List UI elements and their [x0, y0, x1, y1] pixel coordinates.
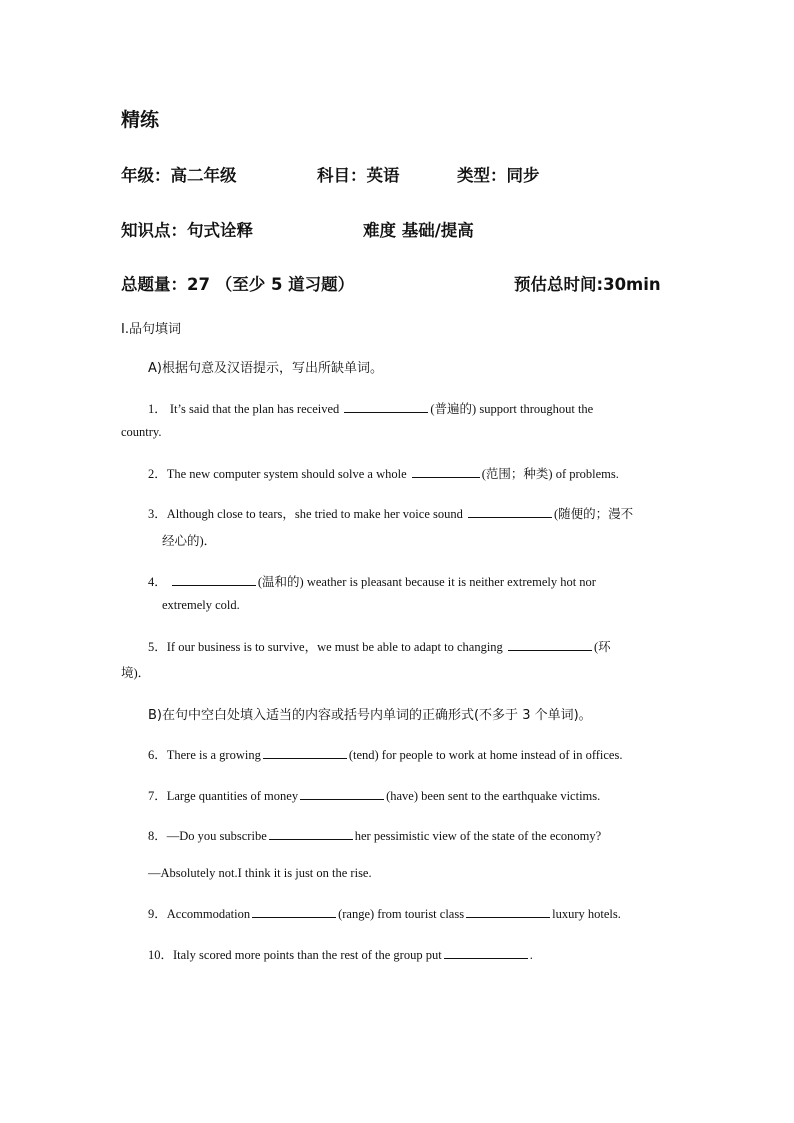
question-3-text-2: (随便的；漫不 — [553, 507, 634, 521]
question-8-text-2: her pessimistic view of the state of the economy? — [354, 829, 602, 843]
type-label: 类型：同步 — [457, 166, 540, 185]
question-5-text: 5．If our business is to survive，we must be able to adapt to changing — [148, 640, 503, 654]
question-9 — [148, 904, 621, 922]
question-4 — [148, 572, 596, 590]
question-3 — [148, 504, 633, 522]
answer-blank — [344, 401, 428, 413]
question-8 — [148, 826, 601, 844]
part-b-instruction: B)在句中空白处填入适当的内容或括号内单词的正确形式(不多于 3 个单词)。 — [148, 708, 592, 723]
question-1-cont: country. — [121, 425, 162, 439]
question-4-number: 4． — [148, 575, 167, 589]
question-9-text: 9．Accommodation — [148, 907, 251, 921]
question-9-text-2: (range) from tourist class — [338, 907, 465, 921]
answer-blank — [466, 906, 550, 918]
question-1-text-2: (普遍的) support throughout the — [430, 402, 594, 416]
question-3-cont: 经心的)． — [162, 534, 217, 548]
question-7-text-2: (have) been sent to the earthquake victims. — [386, 789, 601, 803]
question-10-text: 10．Italy scored more points than the rest of the group put — [148, 948, 442, 962]
question-8-reply: —Absolutely not.I think it is just on the rise. — [148, 866, 372, 880]
answer-blank — [172, 574, 256, 586]
question-7-text: 7．Large quantities of money — [148, 789, 299, 803]
page-title: 精练 — [121, 109, 160, 131]
total-label: 总题量：27 （至少 5 道习题） — [121, 275, 355, 294]
answer-blank — [252, 906, 336, 918]
answer-blank — [269, 828, 353, 840]
question-1-text: 1． It’s said that the plan has received — [148, 402, 340, 416]
time-label: 预估总时间:30min — [514, 275, 661, 294]
question-9-text-3: luxury hotels. — [552, 907, 621, 921]
answer-blank — [444, 947, 528, 959]
question-4-cont: extremely cold. — [162, 598, 240, 612]
question-2 — [148, 464, 619, 482]
question-3-text: 3．Although close to tears，she tried to make her voice sound — [148, 507, 463, 521]
question-5-text-2: (环 — [593, 640, 611, 654]
question-2-text: 2．The new computer system should solve a whole — [148, 467, 407, 481]
answer-blank — [508, 639, 592, 651]
answer-blank — [412, 466, 480, 478]
question-6 — [148, 745, 622, 763]
knowledge-label: 知识点：句式诠释 — [121, 221, 253, 240]
question-6-text: 6．There is a growing — [148, 748, 261, 762]
question-4-text: (温和的) weather is pleasant because it is neither extremely hot nor — [257, 575, 596, 589]
section-heading: Ⅰ.品句填词 — [121, 322, 181, 337]
question-7 — [148, 786, 600, 804]
question-10-text-2: . — [529, 948, 533, 962]
question-10 — [148, 945, 533, 963]
question-2-text-2: (范围；种类) of problems. — [481, 467, 619, 481]
question-1 — [148, 399, 593, 417]
question-5-cont: 境)． — [121, 666, 151, 680]
question-6-text-2: (tend) for people to work at home instead of in offices. — [348, 748, 623, 762]
difficulty-label: 难度 基础/提高 — [363, 221, 474, 240]
subject-label: 科目：英语 — [317, 166, 400, 185]
answer-blank — [468, 506, 552, 518]
answer-blank — [263, 747, 347, 759]
answer-blank — [300, 788, 384, 800]
question-5 — [148, 637, 611, 655]
grade-label: 年级：高二年级 — [121, 166, 237, 185]
part-a-instruction: A)根据句意及汉语提示，写出所缺单词。 — [148, 361, 383, 376]
question-8-text: 8．—Do you subscribe — [148, 829, 267, 843]
